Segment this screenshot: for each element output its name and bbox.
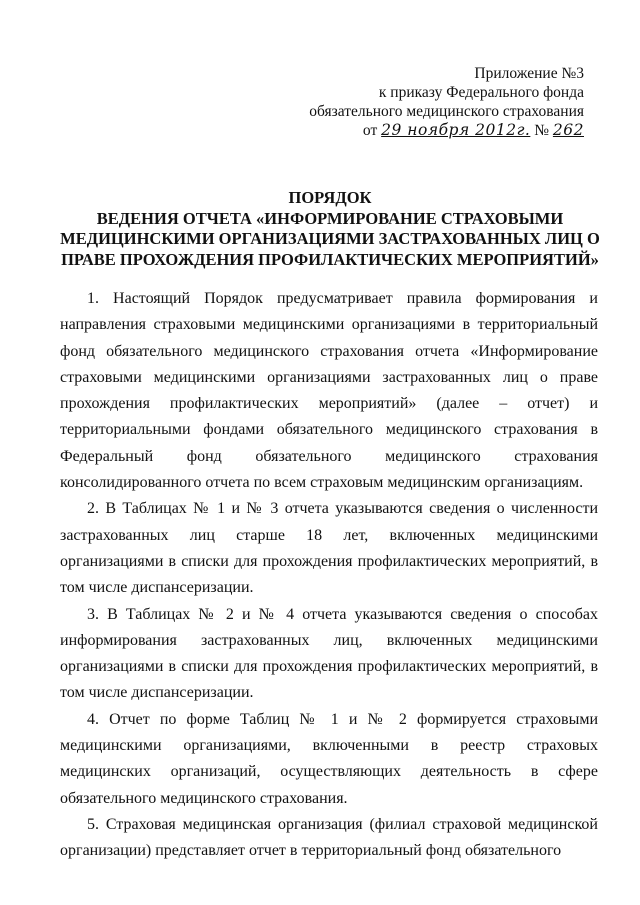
appendix-order-ref: к приказу Федерального фонда: [378, 84, 584, 101]
paragraph-1: 1. Настоящий Порядок предусматривает правила формирования и направления страховыми медицинскими организациями в территориальный фонд обязательного медицинского страхования отчета «Информирование страховыми медицинскими организациями застрахованных лиц о праве прохождения профилактических мероприятий» (далее – отчет) и территориальными фондами обязательного медицинского страхования в Федеральный фонд обязательного медицинского страхования консолидированного отчета по всем страховым медицинским организациям.: [60, 290, 598, 492]
document-title: [60, 188, 600, 270]
number-prefix: №: [534, 122, 550, 139]
handwritten-date: 29 ноября 2012г.: [381, 121, 531, 139]
appendix-org: обязательного медицинского страхования: [309, 103, 584, 120]
paragraph-3: 3. В Таблицах № 2 и № 4 отчета указываются сведения о способах информирования застрахованных лиц, включенных медицинскими организациями в списки для прохождения профилактических мероприятий, в том числе диспансеризации.: [60, 605, 598, 702]
paragraph-2: 2. В Таблицах № 1 и № 3 отчета указываются сведения о численности застрахованных лиц старше 18 лет, включенных медицинскими организациями в списки для прохождения профилактических мероприятий, в том числе диспансеризации.: [60, 500, 598, 597]
paragraph-5: 5. Страховая медицинская организация (филиал страховой медицинской организации) представляет отчет в территориальный фонд обязательного: [60, 815, 598, 860]
document-body: [60, 286, 598, 865]
appendix-number: Приложение №3: [474, 65, 584, 82]
title-line-4: ПРАВЕ ПРОХОЖДЕНИЯ ПРОФИЛАКТИЧЕСКИХ МЕРОПРИЯТИЙ»: [61, 249, 599, 269]
title-line-1: ПОРЯДОК: [288, 188, 372, 207]
date-prefix: от: [362, 122, 378, 139]
appendix-header: [284, 64, 584, 140]
handwritten-number: 262: [552, 121, 584, 139]
paragraph-4: 4. Отчет по форме Таблиц № 1 и № 2 формируется страховыми медицинскими организациями, включенными в реестр страховых медицинских организаций, осуществляющих деятельность в сфере обязательного медицинского страхования.: [60, 710, 598, 807]
title-line-2: ВЕДЕНИЯ ОТЧЕТА «ИНФОРМИРОВАНИЕ СТРАХОВЫМИ: [96, 208, 564, 228]
title-line-3: МЕДИЦИНСКИМИ ОРГАНИЗАЦИЯМИ ЗАСТРАХОВАННЫХ ЛИЦ О: [60, 229, 600, 248]
appendix-date-line: [284, 121, 584, 140]
